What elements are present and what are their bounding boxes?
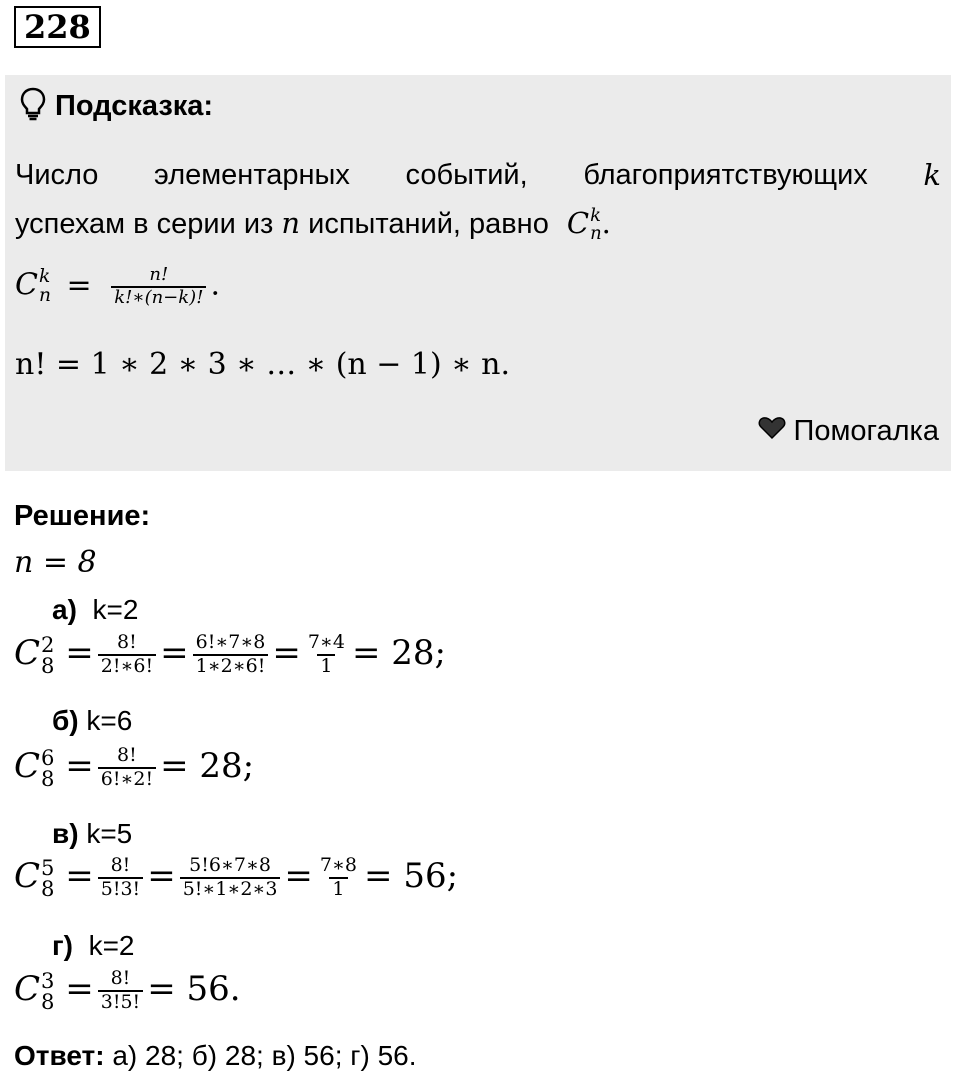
hint-word: Число: [15, 159, 99, 191]
lightbulb-icon: [19, 87, 47, 126]
part-b-equation: C 6 8 = $\frac{8!}{6!∗2!}$ = 28;: [14, 744, 255, 791]
hint-word: событий,: [405, 159, 528, 191]
hint-line2-b: испытаний, равно: [308, 208, 549, 240]
part-c-header: в) k=5: [52, 818, 133, 849]
answer-line: Ответ: а) 28; б) 28; в) 56; г) 56.: [14, 1040, 417, 1071]
hint-text: Число элементарных событий, благоприятствующих k успехам в серии из n испытаний, равно C k n .: [15, 151, 941, 248]
part-d-header: г) k=2: [52, 930, 135, 961]
part-d-equation: C 3 8 = $\frac{8!}{3!5!}$ = 56.: [14, 967, 241, 1014]
hint-word: элементарных: [154, 159, 350, 191]
hint-title: Подсказка:: [55, 89, 214, 122]
part-b-header: б) k=6: [52, 705, 133, 736]
combination-formula: C k n = $\frac{n!}{k!∗(n-k)!}$ .: [15, 264, 220, 308]
hint-word: благоприятствующих: [583, 159, 868, 191]
solution-title: Решение:: [14, 500, 151, 532]
hint-box: [5, 75, 951, 471]
var-k: k: [923, 158, 941, 192]
var-n: n: [281, 206, 301, 240]
factorial-formula: n! = 1 ∗ 2 ∗ 3 ∗ … ∗ (n − 1) ∗ n.: [15, 347, 511, 382]
hint-header: [19, 89, 213, 123]
part-a-header: а) k=2: [52, 594, 139, 625]
heart-icon: [758, 415, 786, 448]
brand-label: Помогалка: [758, 415, 939, 448]
part-a-equation: C 2 8 = $\frac{8!}{2!∗6!}$ = $\frac{6!∗7∗8}{1∗2∗6!}$ = $\frac{7∗4}{1}$ = 28;: [14, 631, 446, 678]
task-number: 228: [14, 6, 101, 48]
hint-line2-a: успехам в серии из: [15, 208, 274, 240]
n-value: n = 8: [14, 545, 97, 580]
part-c-equation: C 5 8 = $\frac{8!}{5!3!}$ = $\frac{5!6∗7∗8}{5!∗1∗2∗3}$ = $\frac{7∗8}{1}$ = 56;: [14, 854, 459, 901]
